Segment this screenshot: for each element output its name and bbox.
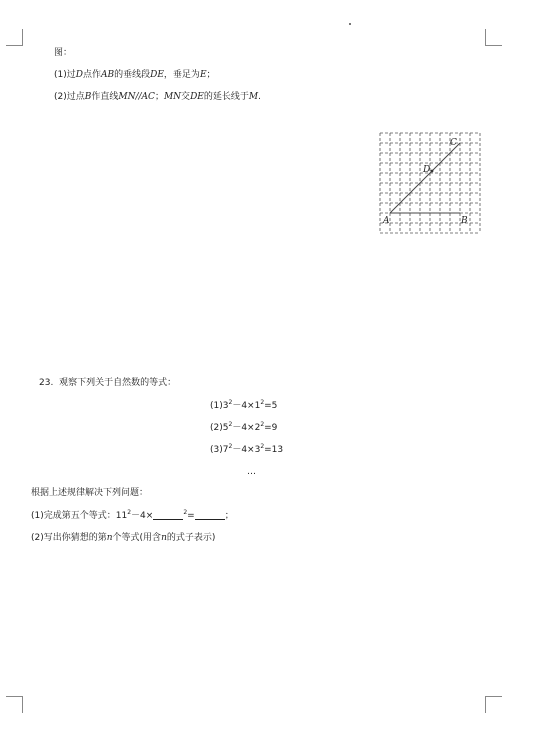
q23-number: 23. — [39, 378, 54, 388]
q22-part1-mid: 点作 — [82, 70, 101, 80]
q22-part2-point-m: M — [248, 92, 259, 102]
q23-equation-3 — [210, 444, 283, 456]
q22-part2-line-mn: MN — [163, 92, 182, 102]
q22-part2-end: . — [258, 92, 261, 102]
eq2-index: (2)5 — [210, 423, 229, 433]
eq1-exp-b: 2 — [260, 399, 265, 406]
q23-equation-2 — [210, 422, 277, 434]
q23-part1-sq: 2 — [183, 509, 188, 516]
q23-ellipsis: … — [247, 467, 256, 477]
eq3-rest: －4×3 — [232, 445, 261, 455]
q23-title: 观察下列关于自然数的等式： — [59, 378, 177, 388]
q23-part2 — [31, 532, 215, 544]
q22-part2-point-b: B — [84, 92, 92, 102]
speck — [349, 23, 351, 25]
q23-equation-1 — [210, 400, 277, 412]
q23-part2-n: n — [106, 533, 113, 543]
label-a: A — [383, 216, 390, 226]
q22-part2-mid2: ； — [154, 92, 164, 102]
q22-part2-mid4: 的延长线于 — [203, 92, 249, 102]
q23-heading — [39, 377, 176, 389]
eq2-value: =9 — [264, 423, 278, 433]
q23-part1-eq: = — [187, 511, 195, 521]
q23-part1-end: ； — [224, 511, 234, 521]
q23-part2-mid: 个等式(用含 — [112, 533, 162, 543]
q22-part2-mid: 作直线 — [91, 92, 119, 102]
label-c: C — [450, 138, 457, 148]
point-d — [431, 170, 434, 173]
q23-part1-pre: (1)完成第五个等式：11 — [31, 511, 128, 521]
q22-part2-mn-parallel: MN//AC — [118, 92, 155, 102]
eq3-index: (3)7 — [210, 445, 229, 455]
eq1-value: =5 — [264, 401, 278, 411]
q22-part1-segment-de: DE — [150, 70, 164, 80]
eq2-exp-b: 2 — [260, 421, 265, 428]
q23-part2-n2: n — [161, 533, 167, 543]
q22-intro: 图： — [54, 48, 73, 58]
answer-blank-1[interactable] — [153, 510, 183, 520]
q22-part2-pre: (2)过点 — [54, 92, 85, 102]
eq1-exp-a: 2 — [228, 399, 233, 406]
q23-part2-end: 的式子表示) — [166, 533, 216, 543]
q22-part1-mid2: 的垂线段 — [114, 70, 151, 80]
q22-part2-mid3: 交 — [181, 92, 191, 102]
q22-part1 — [54, 69, 216, 81]
q22-part2 — [54, 91, 261, 103]
grid-figure — [375, 130, 491, 242]
q22-part1-point-e: E — [199, 70, 207, 80]
q22-part1-end: ； — [206, 70, 216, 80]
q23-part1 — [31, 510, 234, 522]
eq3-exp-a: 2 — [228, 443, 233, 450]
eq2-rest: －4×2 — [232, 423, 261, 433]
crop-mark-bottom-left — [6, 696, 23, 713]
q22-part2-segment-de: DE — [190, 92, 204, 102]
q22-part1-segment-ab: AB — [100, 70, 115, 80]
crop-mark-top-left — [6, 29, 23, 46]
eq3-exp-b: 2 — [260, 443, 265, 450]
eq1-rest: －4×1 — [232, 401, 261, 411]
q23-part1-mid: －4× — [131, 511, 154, 521]
crop-mark-top-right — [485, 29, 502, 46]
segment-ac — [390, 143, 460, 213]
eq3-value: =13 — [264, 445, 284, 455]
label-b: B — [461, 216, 468, 226]
q22-part1-post: ，垂足为 — [163, 70, 200, 80]
answer-blank-2[interactable] — [195, 510, 225, 520]
q23-instruction: 根据上述规律解决下列问题： — [31, 488, 149, 498]
q23-part2-pre: (2)写出你猜想的第 — [31, 533, 107, 543]
q22-part1-point-d: D — [75, 70, 83, 80]
crop-mark-bottom-right — [485, 696, 502, 713]
q22-part1-pre: (1)过 — [54, 70, 76, 80]
q23-part1-exp: 2 — [127, 509, 132, 516]
eq2-exp-a: 2 — [228, 421, 233, 428]
label-d: D — [423, 165, 431, 175]
eq1-index: (1)3 — [210, 401, 229, 411]
